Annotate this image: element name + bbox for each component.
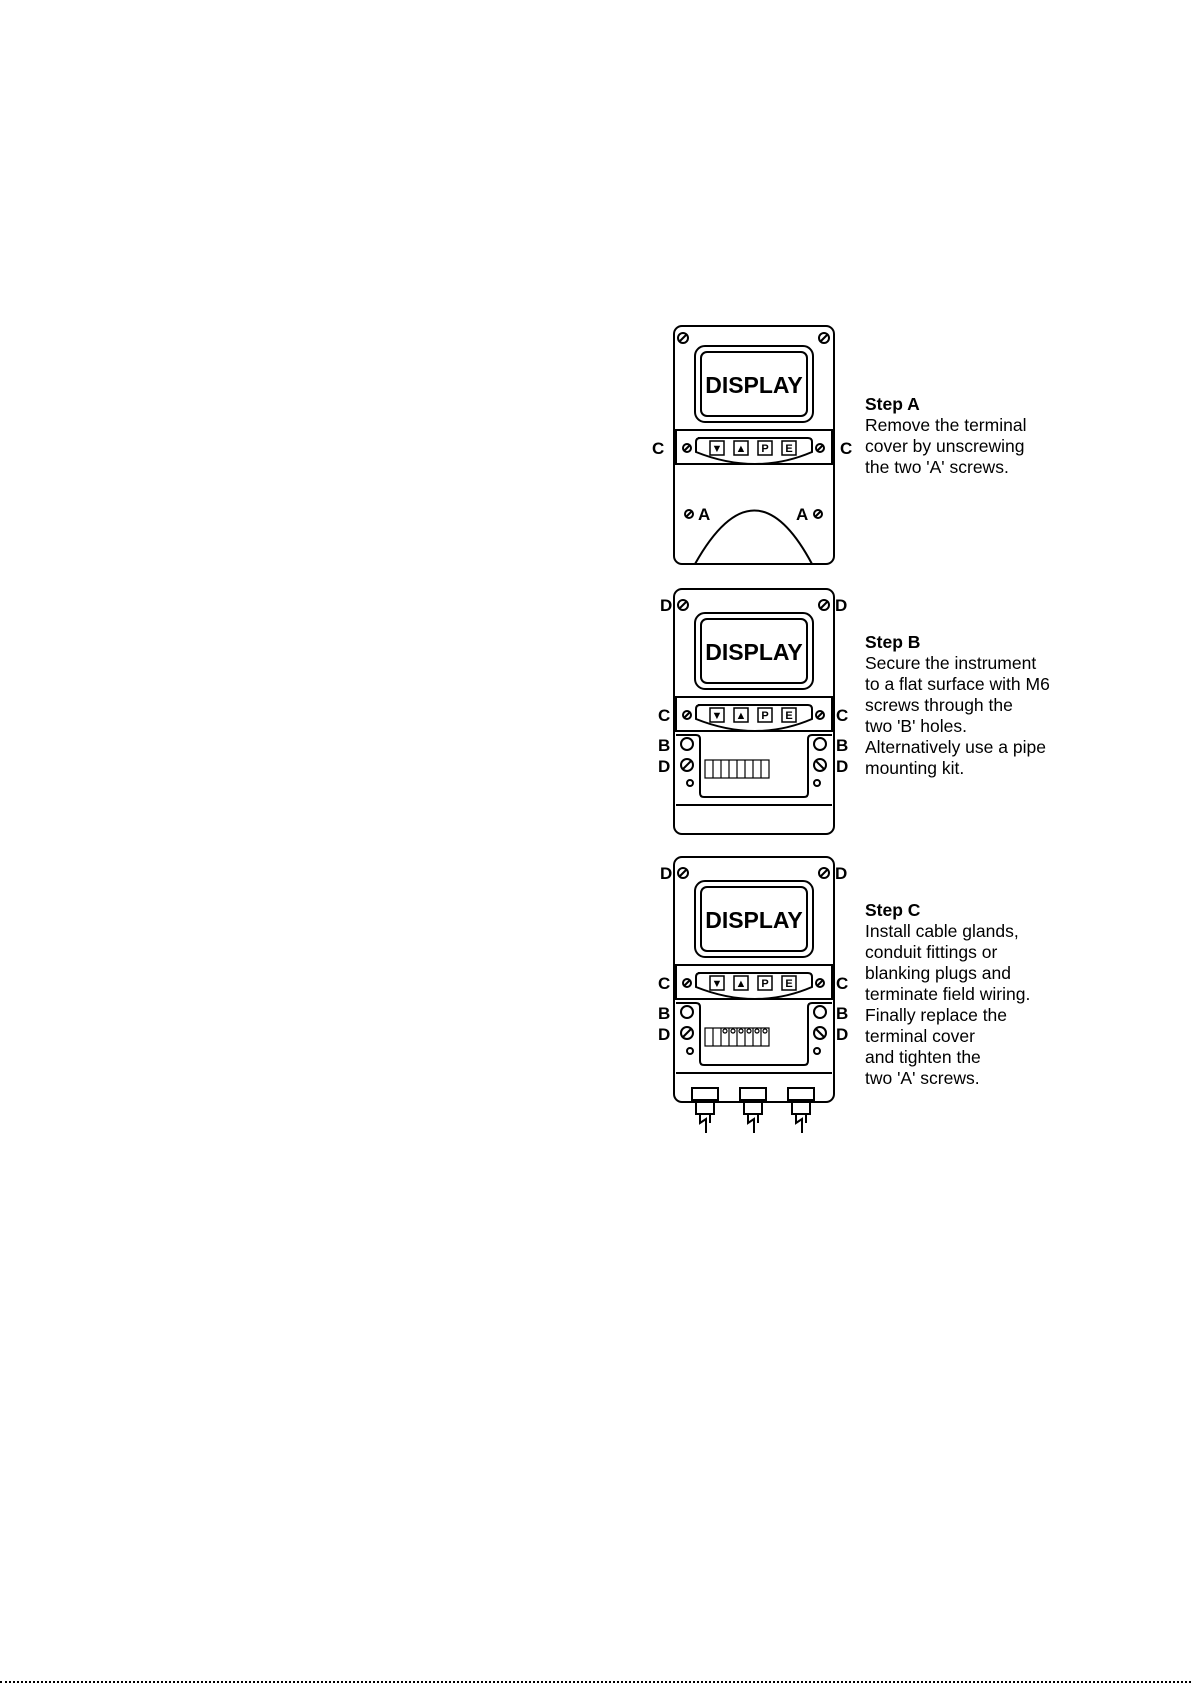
cable-gland-1 — [692, 1088, 718, 1133]
step-c-line-3: blanking plugs and — [865, 963, 1011, 983]
key-p-glyph: P — [761, 978, 769, 990]
terminal-block — [705, 760, 769, 778]
step-a-diagram — [650, 322, 860, 572]
step-c-text — [865, 900, 1030, 1089]
label-c-right: C — [840, 439, 853, 458]
terminal-area — [676, 1003, 832, 1065]
step-b-line-1: Secure the instrument — [865, 653, 1037, 673]
keypad-band — [676, 697, 832, 731]
step-b-line-5: Alternatively use a pipe — [865, 737, 1046, 757]
display-label: DISPLAY — [705, 372, 803, 398]
label-d-top-right: D — [835, 864, 848, 883]
key-up-glyph: ▲ — [735, 978, 747, 990]
step-c-title: Step C — [865, 900, 921, 920]
label-c-left: C — [652, 439, 665, 458]
step-c-diagram — [650, 853, 860, 1148]
label-c-right: C — [836, 706, 849, 725]
keypad-band — [676, 965, 832, 999]
terminal-cover-curve — [695, 511, 812, 565]
enclosure-outline — [674, 326, 834, 564]
key-e-glyph: E — [785, 443, 793, 455]
step-a-line-1: Remove the terminal — [865, 415, 1027, 435]
label-b-right: B — [836, 1004, 849, 1023]
step-a-title: Step A — [865, 394, 920, 414]
label-d-right: D — [836, 1025, 849, 1044]
step-c-line-6: terminal cover — [865, 1026, 975, 1046]
step-c-line-7: and tighten the — [865, 1047, 981, 1067]
step-b-text — [865, 632, 1050, 779]
step-c-line-1: Install cable glands, — [865, 921, 1019, 941]
step-b-line-2: to a flat surface with M6 — [865, 674, 1050, 694]
hole-b-left — [681, 738, 693, 750]
hole-b-right — [814, 1006, 826, 1018]
label-c-left: C — [658, 974, 671, 993]
step-b-diagram — [650, 585, 860, 835]
cable-gland-2 — [740, 1088, 766, 1133]
label-d-top-left: D — [660, 596, 673, 615]
label-d-top-left: D — [660, 864, 673, 883]
label-a-right: A — [796, 505, 809, 524]
key-e-glyph: E — [785, 710, 793, 722]
key-down-glyph: ▼ — [711, 443, 723, 455]
step-a-line-2: cover by unscrewing — [865, 436, 1025, 456]
keypad-band — [676, 430, 832, 464]
step-b-line-6: mounting kit. — [865, 758, 965, 778]
step-b-line-3: screws through the — [865, 695, 1013, 715]
display-label: DISPLAY — [705, 907, 803, 933]
label-c-right: C — [836, 974, 849, 993]
step-c-line-5: Finally replace the — [865, 1005, 1008, 1025]
label-d-top-right: D — [835, 596, 848, 615]
key-up-glyph: ▲ — [735, 443, 747, 455]
key-down-glyph: ▼ — [711, 978, 723, 990]
step-b-line-4: two 'B' holes. — [865, 716, 968, 736]
key-p-glyph: P — [761, 710, 769, 722]
label-d-left: D — [658, 757, 671, 776]
display-label: DISPLAY — [705, 639, 803, 665]
step-c-line-8: two 'A' screws. — [865, 1068, 980, 1088]
step-c-line-4: terminate field wiring. — [865, 984, 1031, 1004]
key-up-glyph: ▲ — [735, 710, 747, 722]
label-d-left: D — [658, 1025, 671, 1044]
key-p-glyph: P — [761, 443, 769, 455]
hole-b-left — [681, 1006, 693, 1018]
terminal-area — [676, 735, 832, 797]
hole-b-right — [814, 738, 826, 750]
label-a-left: A — [698, 505, 711, 524]
key-down-glyph: ▼ — [711, 710, 723, 722]
label-b-right: B — [836, 736, 849, 755]
label-b-left: B — [658, 1004, 671, 1023]
step-a-line-3: the two 'A' screws. — [865, 457, 1009, 477]
label-b-left: B — [658, 736, 671, 755]
step-b-title: Step B — [865, 632, 921, 652]
key-e-glyph: E — [785, 978, 793, 990]
step-a-text — [865, 394, 1026, 478]
step-c-line-2: conduit fittings or — [865, 942, 998, 962]
terminal-block — [705, 1028, 769, 1046]
label-c-left: C — [658, 706, 671, 725]
cable-gland-3 — [788, 1088, 814, 1133]
label-d-right: D — [836, 757, 849, 776]
footer-rule — [0, 1681, 1191, 1683]
